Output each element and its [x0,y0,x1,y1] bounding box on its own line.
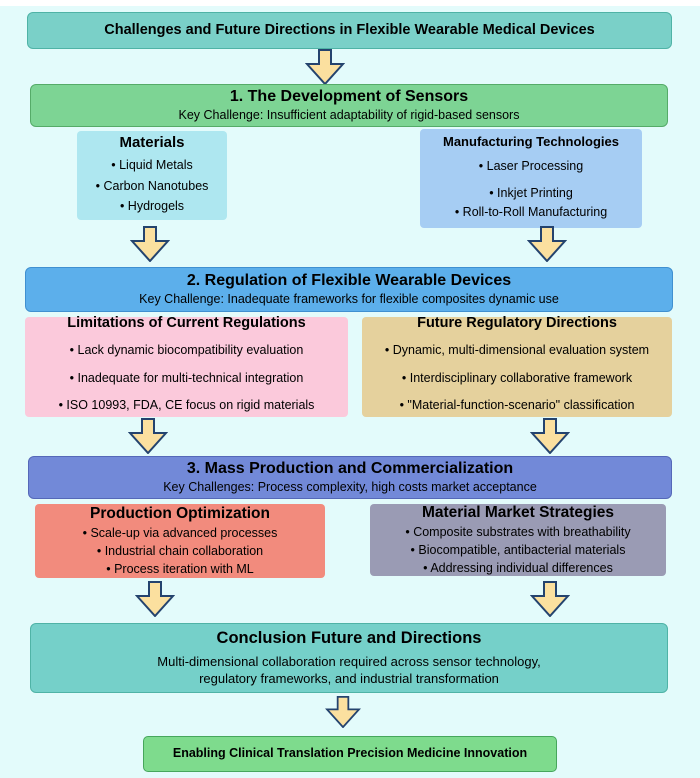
limitations-title: Limitations of Current Regulations [67,315,306,331]
market-strategies-title: Material Market Strategies [421,503,615,521]
list-item: • Liquid Metals [111,157,193,172]
list-item: • Scale-up via advanced processes [82,526,278,540]
section2-banner [25,267,673,312]
list-item: • Lack dynamic biocompatibility evaluation [69,343,304,358]
list-item: • Process iteration with ML [106,562,254,577]
future-regulatory-box [362,317,672,417]
production-title: Production Optimization [90,504,270,522]
materials-title: Materials [119,134,185,152]
main-title-text: Challenges and Future Directions in Flexible Wearable Medical Devices [104,22,595,39]
down-arrow-icon [128,418,168,454]
section3-banner [28,456,672,499]
list-item: • Interdisciplinary collaborative framework [401,370,633,385]
section1-banner [30,84,668,127]
list-item: • Biocompatible, antibacterial materials [410,543,626,558]
list-item: • "Material-function-scenario" classification [399,398,635,413]
market-strategies-box [370,504,666,576]
down-arrow-icon [530,418,570,454]
materials-box [77,131,227,220]
section2-heading: 2. Regulation of Flexible Wearable Devices [186,272,512,290]
list-item: • Dynamic, multi-dimensional evaluation system [384,343,650,358]
section3-subheading: Key Challenges: Process complexity, high costs market acceptance [163,480,537,495]
list-item: • Hydrogels [119,199,185,214]
future-regulatory-title: Future Regulatory Directions [417,315,617,331]
footer-outcome-box [143,736,557,772]
list-item: • Roll-to-Roll Manufacturing [454,205,608,220]
list-item: • Addressing individual differences [423,561,613,576]
list-item: • Industrial chain collaboration [96,544,264,559]
limitations-box [25,317,348,417]
down-arrow-icon [305,49,345,85]
down-arrow-icon [530,581,570,617]
list-item: • Inadequate for multi-technical integration [69,370,304,385]
production-optimization-box [35,504,325,578]
manufacturing-title: Manufacturing Technologies [443,134,619,150]
list-item: • ISO 10993, FDA, CE focus on rigid materials [58,398,315,413]
list-item: • Inkjet Printing [489,185,573,200]
list-item: • Carbon Nanotubes [95,178,209,193]
down-arrow-icon [325,696,361,728]
section2-subheading: Key Challenge: Inadequate frameworks for flexible composites dynamic use [139,292,559,307]
conclusion-text-line: Multi-dimensional collaboration required across sensor technology, [157,654,541,670]
footer-outcome-text: Enabling Clinical Translation Precision Medicine Innovation [172,746,528,761]
down-arrow-icon [130,226,170,262]
section3-heading: 3. Mass Production and Commercialization [186,460,514,478]
conclusion-text-line: regulatory frameworks, and industrial transformation [199,671,499,687]
section1-subheading: Key Challenge: Insufficient adaptability of rigid-based sensors [178,108,520,123]
main-title-banner [27,12,672,49]
down-arrow-icon [527,226,567,262]
conclusion-heading: Conclusion Future and Directions [216,628,482,647]
conclusion-banner [30,623,668,693]
manufacturing-technologies-box [420,129,642,228]
list-item: • Laser Processing [478,158,584,173]
list-item: • Composite substrates with breathability [405,525,631,539]
down-arrow-icon [135,581,175,617]
section1-heading: 1. The Development of Sensors [229,88,469,106]
